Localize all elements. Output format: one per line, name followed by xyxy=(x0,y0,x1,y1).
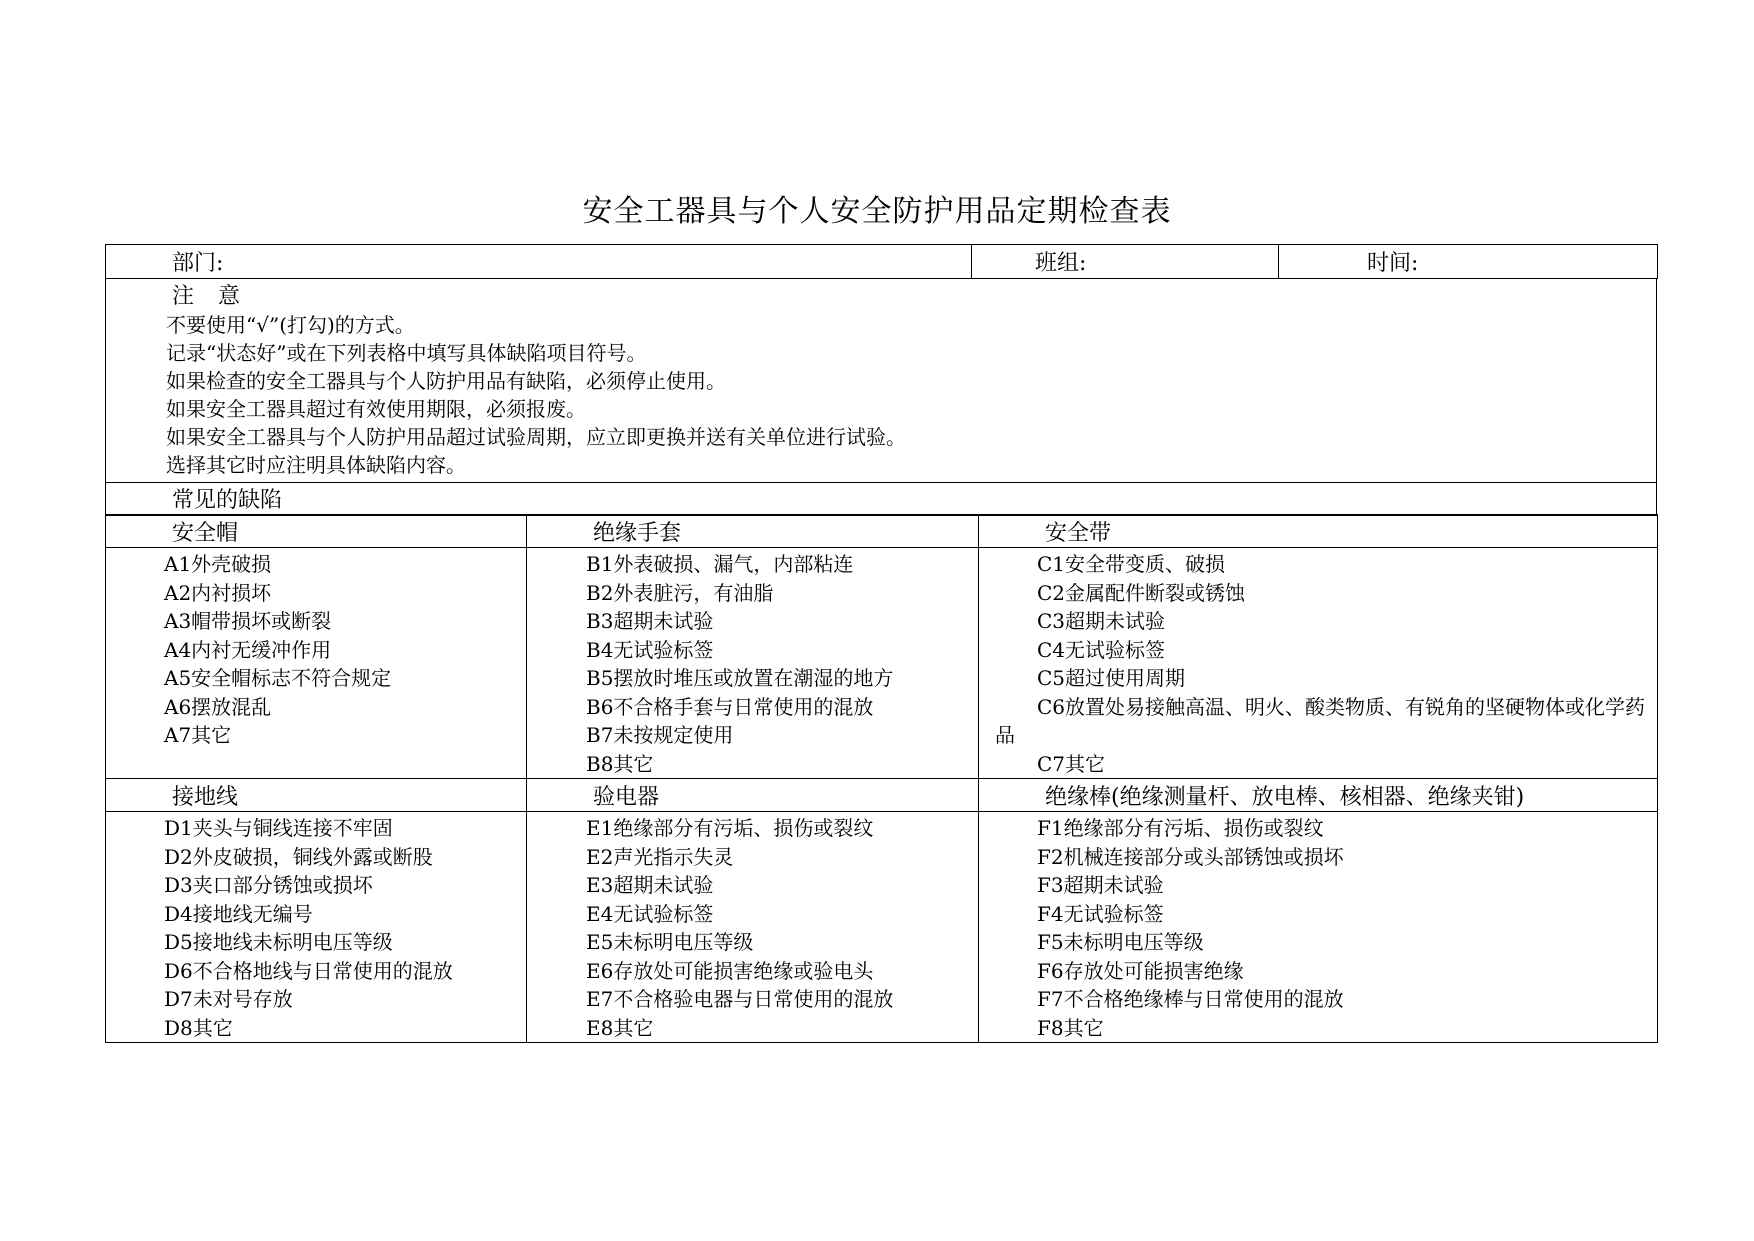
defect-item: F8其它 xyxy=(1037,1015,1104,1040)
category-heading: 安全帽 xyxy=(106,515,527,548)
note-line: 如果安全工器具超过有效使用期限，必须报废。 xyxy=(166,396,586,421)
category-heading: 安全带 xyxy=(979,515,1658,548)
defect-item: D7未对号存放 xyxy=(164,987,293,1011)
header-table xyxy=(105,244,1658,279)
defect-item: F1绝缘部分有污垢、损伤或裂纹 xyxy=(1037,816,1324,840)
defect-item: E6存放处可能损害绝缘或验电头 xyxy=(586,958,874,983)
department-field[interactable] xyxy=(106,245,972,279)
defect-item: D6不合格地线与日常使用的混放 xyxy=(164,958,453,983)
defect-item: B5摆放时堆压或放置在潮湿的地方 xyxy=(586,666,894,690)
defect-item: D4接地线无编号 xyxy=(164,901,313,926)
category-heading: 绝缘棒(绝缘测量杆、放电棒、核相器、绝缘夹钳) xyxy=(979,779,1658,812)
defect-item: A1外壳破损 xyxy=(164,552,272,576)
note-line: 如果安全工器具与个人防护用品超过试验周期，应立即更换并送有关单位进行试验。 xyxy=(166,424,906,449)
team-label: 班组: xyxy=(1035,251,1087,276)
defect-item: A6摆放混乱 xyxy=(164,694,272,719)
defect-item: C6放置处易接触高温、明火、酸类物质、有锐角的坚硬物体或化学药品 xyxy=(995,694,1646,747)
defect-item: D2外皮破损，铜线外露或断股 xyxy=(164,844,433,869)
defect-item: F6存放处可能损害绝缘 xyxy=(1037,958,1244,983)
defect-item: F7不合格绝缘棒与日常使用的混放 xyxy=(1037,987,1344,1011)
defect-item: A7其它 xyxy=(164,723,232,747)
page-title: 安全工器具与个人安全防护用品定期检查表 xyxy=(582,194,1172,229)
note-line: 记录“状态好”或在下列表格中填写具体缺陷项目符号。 xyxy=(166,340,647,365)
defect-item: B6不合格手套与日常使用的混放 xyxy=(586,694,874,719)
category-heading: 绝缘手套 xyxy=(527,515,979,548)
defect-item: E5未标明电压等级 xyxy=(586,930,754,954)
defect-item: B3超期未试验 xyxy=(586,609,714,633)
defect-item: E3超期未试验 xyxy=(586,873,714,897)
team-field[interactable] xyxy=(972,245,1279,279)
defect-list xyxy=(527,812,979,1043)
category-heading: 验电器 xyxy=(527,779,979,812)
defect-item: D5接地线未标明电压等级 xyxy=(164,930,393,954)
defect-item: C3超期未试验 xyxy=(1037,609,1166,633)
defect-item: E1绝缘部分有污垢、损伤或裂纹 xyxy=(586,816,874,840)
defect-list xyxy=(106,548,527,779)
defect-item: C7其它 xyxy=(1037,751,1106,776)
notes-section xyxy=(106,278,1657,482)
defect-item: F5未标明电压等级 xyxy=(1037,930,1204,954)
notes-table xyxy=(105,278,1657,516)
defect-item: A5安全帽标志不符合规定 xyxy=(164,666,392,690)
defects-heading: 常见的缺陷 xyxy=(106,482,1657,515)
defect-item: E4无试验标签 xyxy=(586,901,714,926)
notes-heading: 注意 xyxy=(172,283,265,309)
defect-item: C5超过使用周期 xyxy=(1037,666,1186,690)
defect-item: F4无试验标签 xyxy=(1037,901,1164,926)
defect-list xyxy=(527,548,979,779)
defect-item: F3超期未试验 xyxy=(1037,873,1164,897)
defect-item: D8其它 xyxy=(164,1015,233,1040)
note-line: 如果检查的安全工器具与个人防护用品有缺陷，必须停止使用。 xyxy=(166,368,726,393)
inspection-form xyxy=(105,244,1657,1043)
defect-item: D3夹口部分锈蚀或损坏 xyxy=(164,873,373,897)
defect-item: B7未按规定使用 xyxy=(586,723,734,747)
notes-lines xyxy=(166,311,1656,479)
note-line: 选择其它时应注明具体缺陷内容。 xyxy=(166,452,466,477)
defect-item: C2金属配件断裂或锈蚀 xyxy=(1037,580,1246,605)
defect-item: D1夹头与铜线连接不牢固 xyxy=(164,816,393,840)
note-line: 不要使用“√”(打勾)的方式。 xyxy=(166,312,415,337)
defect-list xyxy=(979,548,1658,779)
defect-list xyxy=(979,812,1658,1043)
defect-item: B4无试验标签 xyxy=(586,637,714,662)
defects-table xyxy=(105,514,1658,1043)
defect-list xyxy=(106,812,527,1043)
defect-item: E7不合格验电器与日常使用的混放 xyxy=(586,987,894,1011)
defect-item: B1外表破损、漏气，内部粘连 xyxy=(586,552,854,576)
defect-item: E2声光指示失灵 xyxy=(586,844,734,869)
defect-item: A3帽带损坏或断裂 xyxy=(164,609,332,633)
defect-item: E8其它 xyxy=(586,1015,654,1040)
time-label: 时间: xyxy=(1367,251,1419,276)
time-field[interactable] xyxy=(1279,245,1658,279)
defect-item: B2外表脏污，有油脂 xyxy=(586,580,774,605)
category-heading: 接地线 xyxy=(106,779,527,812)
defect-item: C1安全带变质、破损 xyxy=(1037,552,1226,576)
defect-item: A4内衬无缓冲作用 xyxy=(164,637,332,662)
department-label: 部门: xyxy=(172,251,224,276)
defect-item: A2内衬损坏 xyxy=(164,580,272,605)
defect-item: F2机械连接部分或头部锈蚀或损坏 xyxy=(1037,844,1344,869)
defect-item: C4无试验标签 xyxy=(1037,637,1166,662)
defect-item: B8其它 xyxy=(586,751,654,776)
